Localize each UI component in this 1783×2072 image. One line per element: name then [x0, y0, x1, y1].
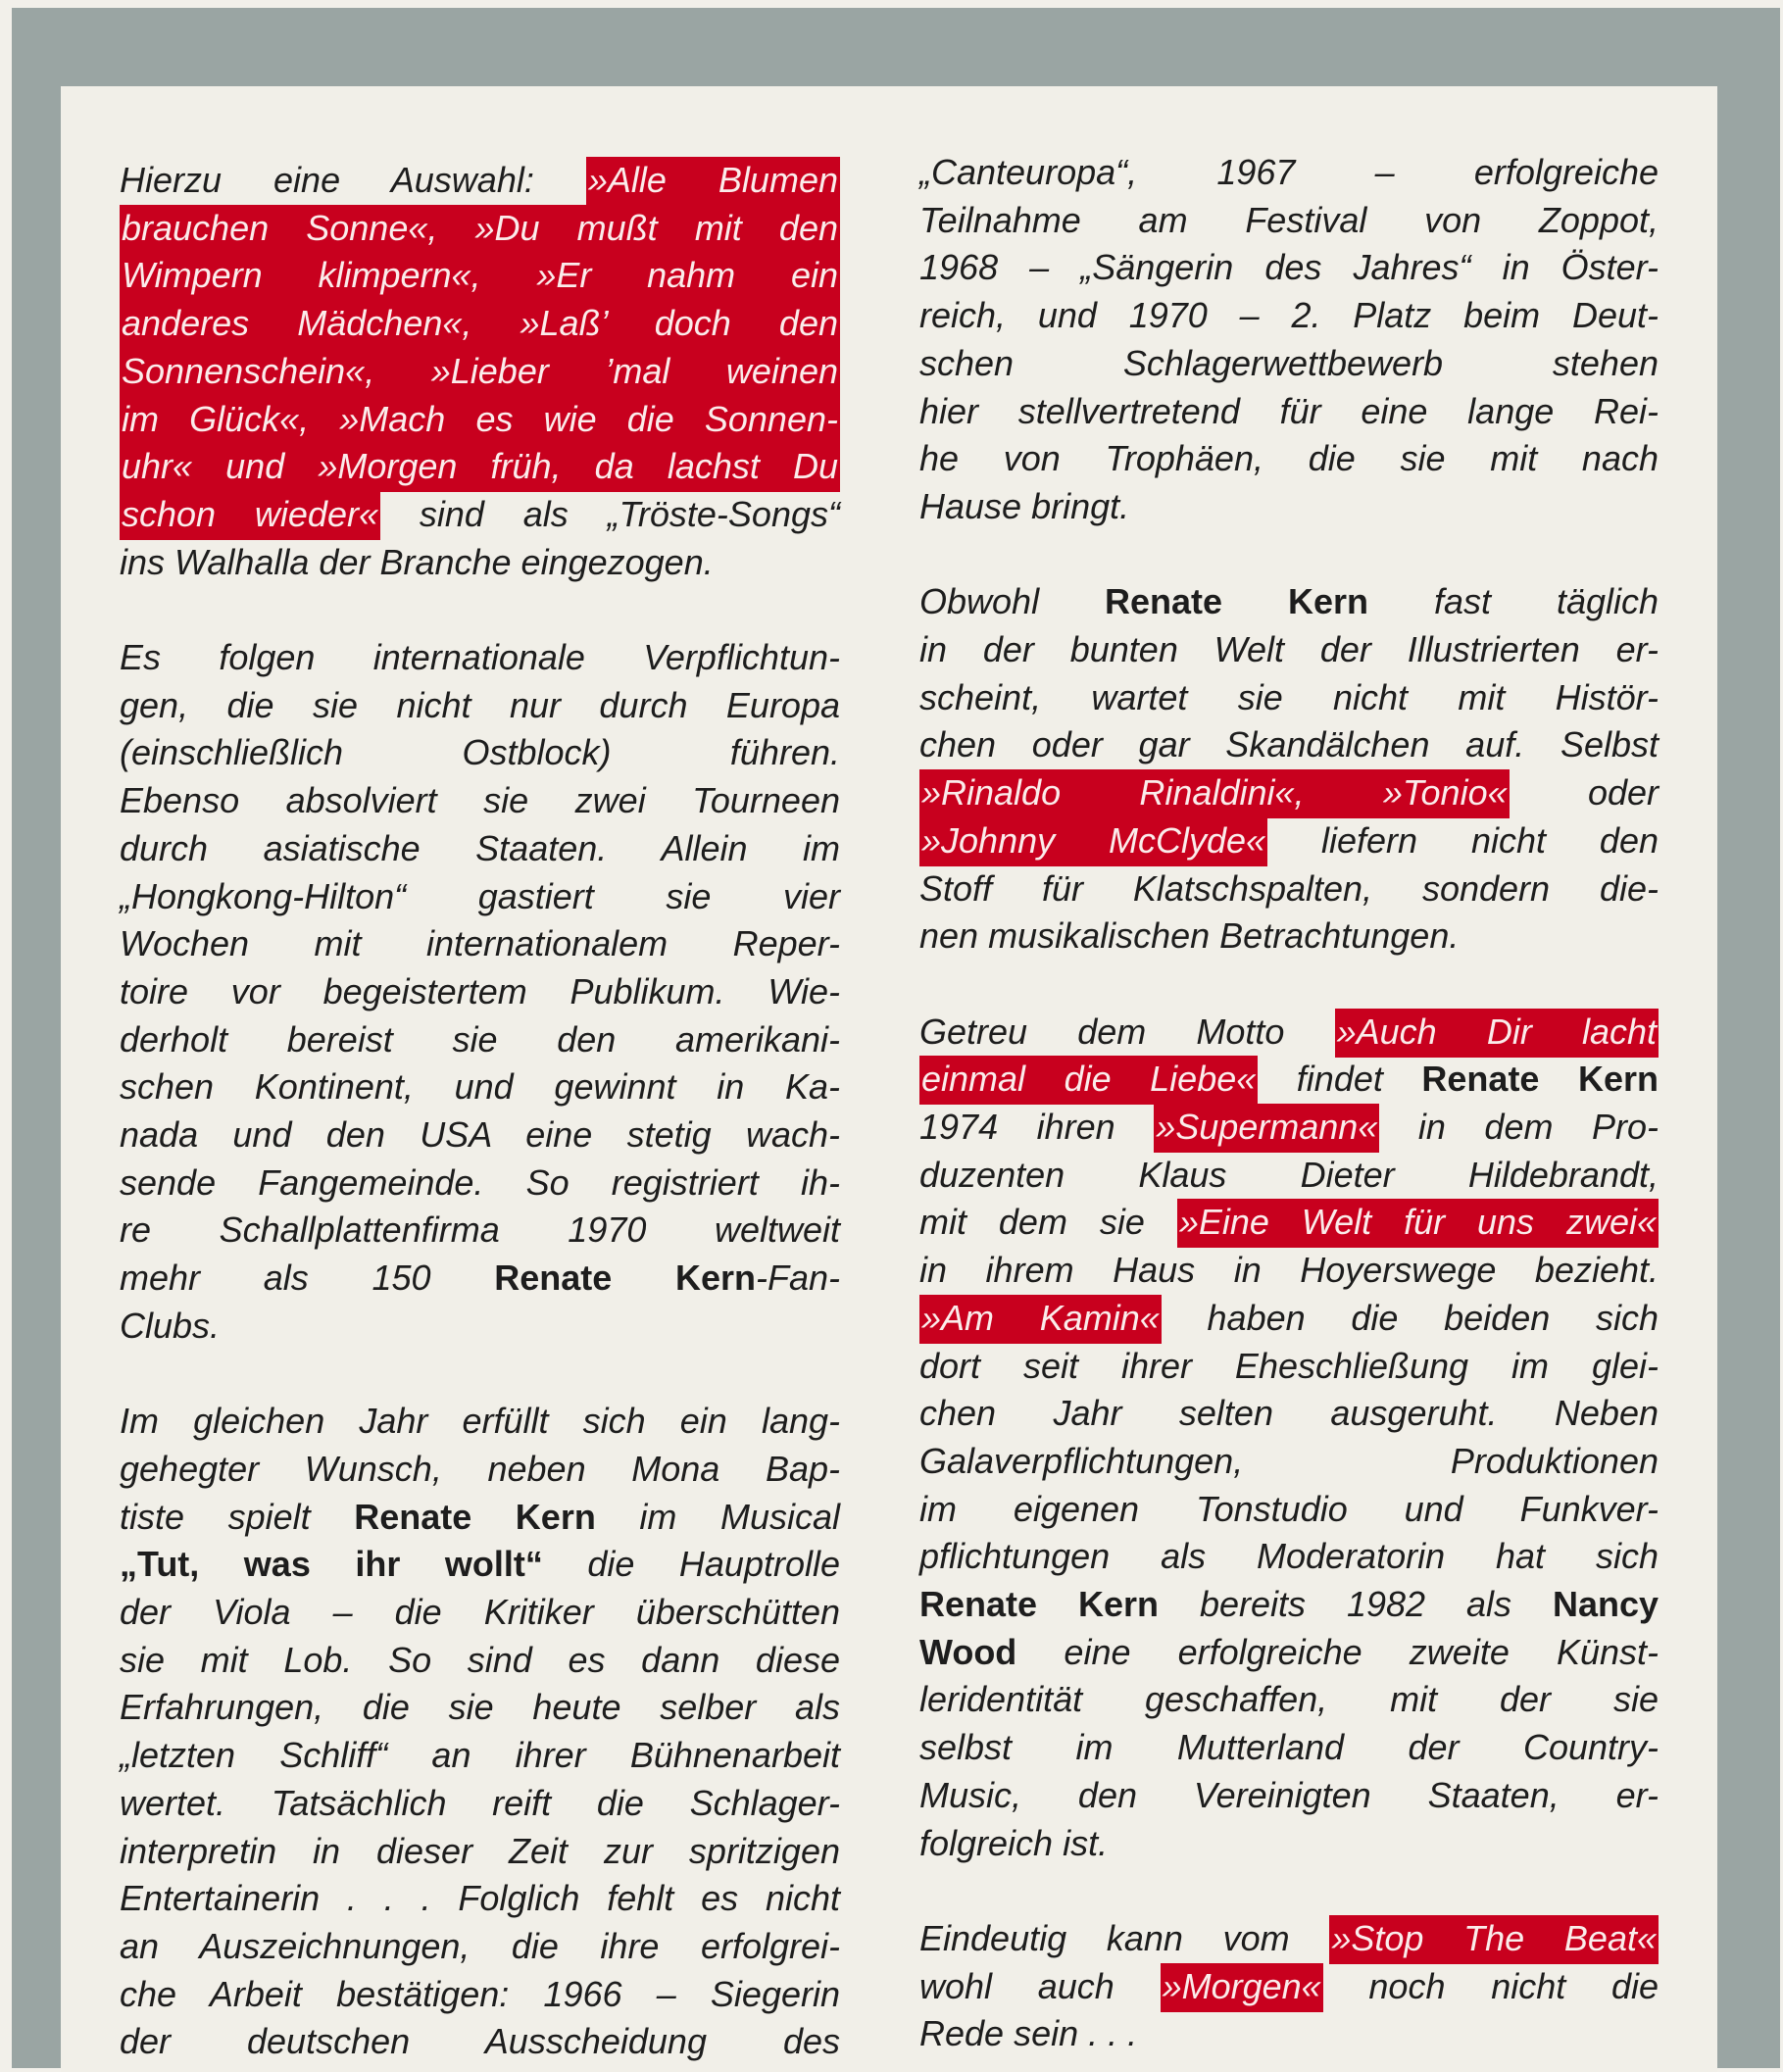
text-line: [919, 1965, 1659, 2010]
song-title-highlight: »Rinaldo Rinaldini«, »Tonio«: [919, 769, 1510, 818]
body-text: derholt bereist sie den amerikani-: [120, 1018, 840, 1060]
text-line: [120, 302, 840, 347]
text-line: [919, 1774, 1659, 1819]
text-line: [919, 199, 1659, 244]
right-column: [919, 86, 1659, 2072]
body-text: im Musical: [595, 1496, 840, 1537]
text-line: [120, 731, 840, 776]
song-title-highlight: »Morgen«: [1161, 1963, 1323, 2012]
body-text: Hause bringt.: [919, 485, 1130, 526]
body-text: schen Schlagerwettbewerb stehen: [919, 342, 1659, 383]
body-text: Es folgen internationale Verpflichtun-: [120, 637, 840, 677]
left-column: [120, 86, 840, 2072]
body-text: der deutschen Ausscheidung des: [120, 2021, 840, 2062]
text-line: [919, 1249, 1659, 1294]
text-line: [120, 1591, 840, 1636]
body-text: an Auszeichnungen, die ihre erfolgrei-: [120, 1925, 840, 1966]
body-text: Erfahrungen, die sie heute selber als: [120, 1687, 840, 1728]
song-title-highlight: »Alle Blumen: [586, 157, 840, 206]
song-title-highlight: »Auch Dir lacht: [1335, 1009, 1659, 1058]
body-text: scheint, wartet sie nicht mit Histör-: [919, 676, 1659, 717]
text-line: [120, 1639, 840, 1684]
body-text: Getreu dem Motto: [919, 1011, 1335, 1052]
song-title-highlight: einmal die Liebe«: [919, 1056, 1258, 1105]
bold-name: Nancy: [1552, 1584, 1659, 1624]
text-line: [120, 445, 840, 490]
text-line: [919, 819, 1659, 864]
bold-name: Wood: [919, 1631, 1017, 1672]
body-text: sie mit Lob. So sind es dann diese: [120, 1639, 840, 1680]
body-text: in dem Pro-: [1379, 1107, 1659, 1147]
body-text: Entertainerin . . . Folglich fehlt es nicht: [120, 1878, 840, 1919]
text-line: [120, 922, 840, 967]
body-text: Ebenso absolviert sie zwei Tourneen: [120, 780, 840, 821]
body-text: selbst im Mutterland der Country-: [919, 1727, 1659, 1768]
text-line: [120, 1305, 840, 1350]
song-title-highlight: brauchen Sonne«, »Du mußt mit den: [120, 205, 840, 254]
body-text: reich, und 1970 – 2. Platz beim Deut-: [919, 295, 1659, 336]
body-text: (einschließlich Ostblock) führen.: [120, 732, 840, 773]
body-text: im eigenen Tonstudio und Funkver-: [919, 1488, 1659, 1529]
body-text: 1968 – „Sängerin des Jahres“ in Öster-: [919, 247, 1659, 288]
text-line: [120, 2020, 840, 2065]
body-text: chen oder gar Skandälchen auf. Selbst: [919, 724, 1659, 765]
text-line: [919, 1345, 1659, 1390]
text-line: [919, 1488, 1659, 1533]
text-line: [120, 1018, 840, 1063]
bold-name: Renate Kern: [1105, 581, 1369, 622]
bold-name: Renate Kern: [354, 1496, 596, 1537]
body-text: pflichtungen als Moderatorin hat sich: [919, 1536, 1659, 1577]
body-text: sind als „Tröste-Songs“: [379, 493, 840, 534]
body-text: Obwohl: [919, 581, 1106, 622]
body-text: he von Trophäen, die sie mit nach: [919, 438, 1659, 479]
text-line: [120, 1113, 840, 1159]
text-line: [120, 1877, 840, 1922]
body-text: in der bunten Welt der Illustrierten er-: [919, 629, 1659, 669]
song-title-highlight: uhr« und »Morgen früh, da lachst Du: [120, 443, 840, 492]
text-line: [120, 350, 840, 395]
body-text: chen Jahr selten ausgeruht. Neben: [919, 1393, 1659, 1434]
text-line: [120, 1543, 840, 1588]
body-text: Im gleichen Jahr erfüllt sich ein lang-: [120, 1401, 840, 1442]
text-line: [120, 684, 840, 729]
body-text: eine erfolgreiche zweite Künst-: [1016, 1631, 1659, 1672]
text-line: [120, 636, 840, 681]
body-text: der Viola – die Kritiker überschütten: [120, 1592, 840, 1632]
body-text: noch nicht die: [1322, 1965, 1659, 2006]
text-line: [120, 970, 840, 1015]
bold-name: Renate Kern: [919, 1584, 1160, 1624]
text-line: [919, 2012, 1659, 2057]
text-line: [919, 1535, 1659, 1580]
body-text: fast täglich: [1368, 581, 1659, 622]
text-line: [120, 398, 840, 443]
text-line: [919, 771, 1659, 816]
text-line: [919, 1631, 1659, 1676]
body-text: „Canteuropa“, 1967 – erfolgreiche: [919, 152, 1659, 192]
text-line: [120, 493, 840, 538]
body-text: mit dem sie: [919, 1202, 1177, 1243]
body-text: in ihrem Haus in Hoyerswege bezieht.: [919, 1250, 1659, 1291]
text-line: [120, 779, 840, 824]
body-text: wohl auch: [919, 1965, 1161, 2006]
body-text: Teilnahme am Festival von Zoppot,: [919, 199, 1659, 240]
text-line: [919, 676, 1659, 721]
body-text: Eindeutig kann vom: [919, 1917, 1330, 1958]
text-line: [919, 151, 1659, 196]
body-text: hier stellvertretend für eine lange Rei-: [919, 390, 1659, 431]
song-title-highlight: »Stop The Beat«: [1329, 1915, 1659, 1964]
song-title-highlight: »Eine Welt für uns zwei«: [1177, 1199, 1659, 1248]
text-line: [120, 1448, 840, 1493]
text-line: [120, 1257, 840, 1302]
text-line: [120, 1830, 840, 1875]
body-text: ins Walhalla der Branche eingezogen.: [120, 541, 714, 582]
text-line: [919, 246, 1659, 291]
text-line: [919, 390, 1659, 435]
song-title-highlight: Wimpern klimpern«, »Er nahm ein: [120, 252, 840, 301]
text-line: [120, 254, 840, 299]
text-line: [919, 628, 1659, 673]
song-title-highlight: »Johnny McClyde«: [919, 817, 1267, 866]
body-text: Hierzu eine Auswahl:: [120, 160, 586, 200]
text-line: [919, 1440, 1659, 1485]
text-line: [919, 1678, 1659, 1723]
text-line: [919, 1011, 1659, 1056]
body-text: gen, die sie nicht nur durch Europa: [120, 684, 840, 725]
text-line: [919, 437, 1659, 482]
text-line: [919, 1201, 1659, 1246]
body-text: Music, den Vereinigten Staaten, er-: [919, 1774, 1659, 1815]
body-text: Clubs.: [120, 1305, 221, 1346]
text-line: [120, 1925, 840, 1970]
body-text: che Arbeit bestätigen: 1966 – Siegerin: [120, 1973, 840, 2014]
text-line: [919, 1058, 1659, 1103]
body-text: toire vor begeistertem Publikum. Wie-: [120, 970, 840, 1011]
text-line: [919, 1726, 1659, 1771]
text-line: [919, 1822, 1659, 1867]
bold-name: Renate Kern: [494, 1258, 756, 1299]
text-line: [120, 159, 840, 204]
body-text: nen musikalischen Betrachtungen.: [919, 915, 1460, 957]
body-text: Stoff für Klatschspalten, sondern die-: [919, 867, 1659, 909]
body-text: „Hongkong-Hilton“ gastiert sie vier: [120, 875, 840, 916]
body-text: 1974 ihren: [919, 1107, 1155, 1147]
body-text: interpretin in dieser Zeit zur spritzigen: [120, 1830, 840, 1871]
text-line: [919, 1392, 1659, 1437]
bold-name: Renate Kern: [1421, 1059, 1659, 1100]
body-text: tiste spielt: [120, 1496, 355, 1537]
text-line: [919, 485, 1659, 530]
text-line: [120, 1400, 840, 1445]
text-line: [919, 1917, 1659, 1962]
song-title-highlight: »Am Kamin«: [919, 1295, 1162, 1344]
body-text: sende Fangemeinde. So registriert ih-: [120, 1161, 840, 1203]
body-text: die Hauptrolle: [542, 1544, 841, 1585]
body-text: Wochen mit internationalem Reper-: [120, 923, 840, 964]
text-line: [120, 1065, 840, 1110]
body-text: bereits 1982 als: [1159, 1584, 1553, 1624]
text-line: [120, 1734, 840, 1779]
body-text: liefern nicht den: [1267, 819, 1659, 861]
bold-name: „Tut, was ihr wollt“: [120, 1544, 543, 1585]
text-line: [120, 875, 840, 920]
body-text: gehegter Wunsch, neben Mona Bap-: [120, 1448, 840, 1489]
body-text: schen Kontinent, und gewinnt in Ka-: [120, 1066, 840, 1108]
body-text: leridentität geschaffen, mit der sie: [919, 1679, 1659, 1720]
text-line: [919, 1297, 1659, 1342]
text-line: [919, 1154, 1659, 1199]
body-text: haben die beiden sich: [1161, 1297, 1659, 1338]
text-line: [120, 1161, 840, 1207]
body-text: durch asiatische Staaten. Allein im: [120, 827, 840, 868]
text-line: [120, 541, 840, 586]
text-line: [120, 1973, 840, 2018]
text-line: [919, 1583, 1659, 1628]
song-title-highlight: schon wieder«: [120, 491, 380, 540]
song-title-highlight: im Glück«, »Mach es wie die Sonnen-: [120, 396, 840, 445]
text-line: [120, 207, 840, 252]
body-text: Rede sein . . .: [919, 2013, 1138, 2054]
page-paper: [61, 86, 1717, 2072]
body-text: dort seit ihrer Eheschließung im glei-: [919, 1345, 1659, 1386]
body-text: oder: [1509, 772, 1659, 814]
text-line: [919, 580, 1659, 625]
text-line: [120, 827, 840, 872]
body-text: mehr als 150: [120, 1258, 495, 1299]
text-line: [120, 1686, 840, 1731]
text-line: [919, 867, 1659, 913]
body-text: wertet. Tatsächlich reift die Schlager-: [120, 1782, 840, 1823]
text-line: [919, 342, 1659, 387]
body-text: findet: [1258, 1059, 1422, 1100]
text-line: [919, 1106, 1659, 1151]
body-text: duzenten Klaus Dieter Hildebrandt,: [919, 1154, 1659, 1195]
body-text: folgreich ist.: [919, 1822, 1109, 1863]
body-text: Galaverpflichtungen, Produktionen: [919, 1440, 1659, 1481]
text-line: [120, 1496, 840, 1541]
body-text: re Schallplattenfirma 1970 weltweit: [120, 1209, 840, 1251]
text-line: [919, 723, 1659, 768]
body-text: „letzten Schliff“ an ihrer Bühnenarbeit: [120, 1735, 840, 1776]
text-line: [120, 1782, 840, 1827]
text-line: [919, 294, 1659, 339]
song-title-highlight: Sonnenschein«, »Lieber ’mal weinen: [120, 348, 840, 397]
body-text: nada und den USA eine stetig wach-: [120, 1114, 840, 1155]
text-line: [120, 1209, 840, 1254]
body-text: -Fan-: [755, 1258, 840, 1299]
text-line: [919, 914, 1659, 960]
song-title-highlight: anderes Mädchen«, »Laß’ doch den: [120, 300, 840, 349]
song-title-highlight: »Supermann«: [1154, 1104, 1379, 1153]
